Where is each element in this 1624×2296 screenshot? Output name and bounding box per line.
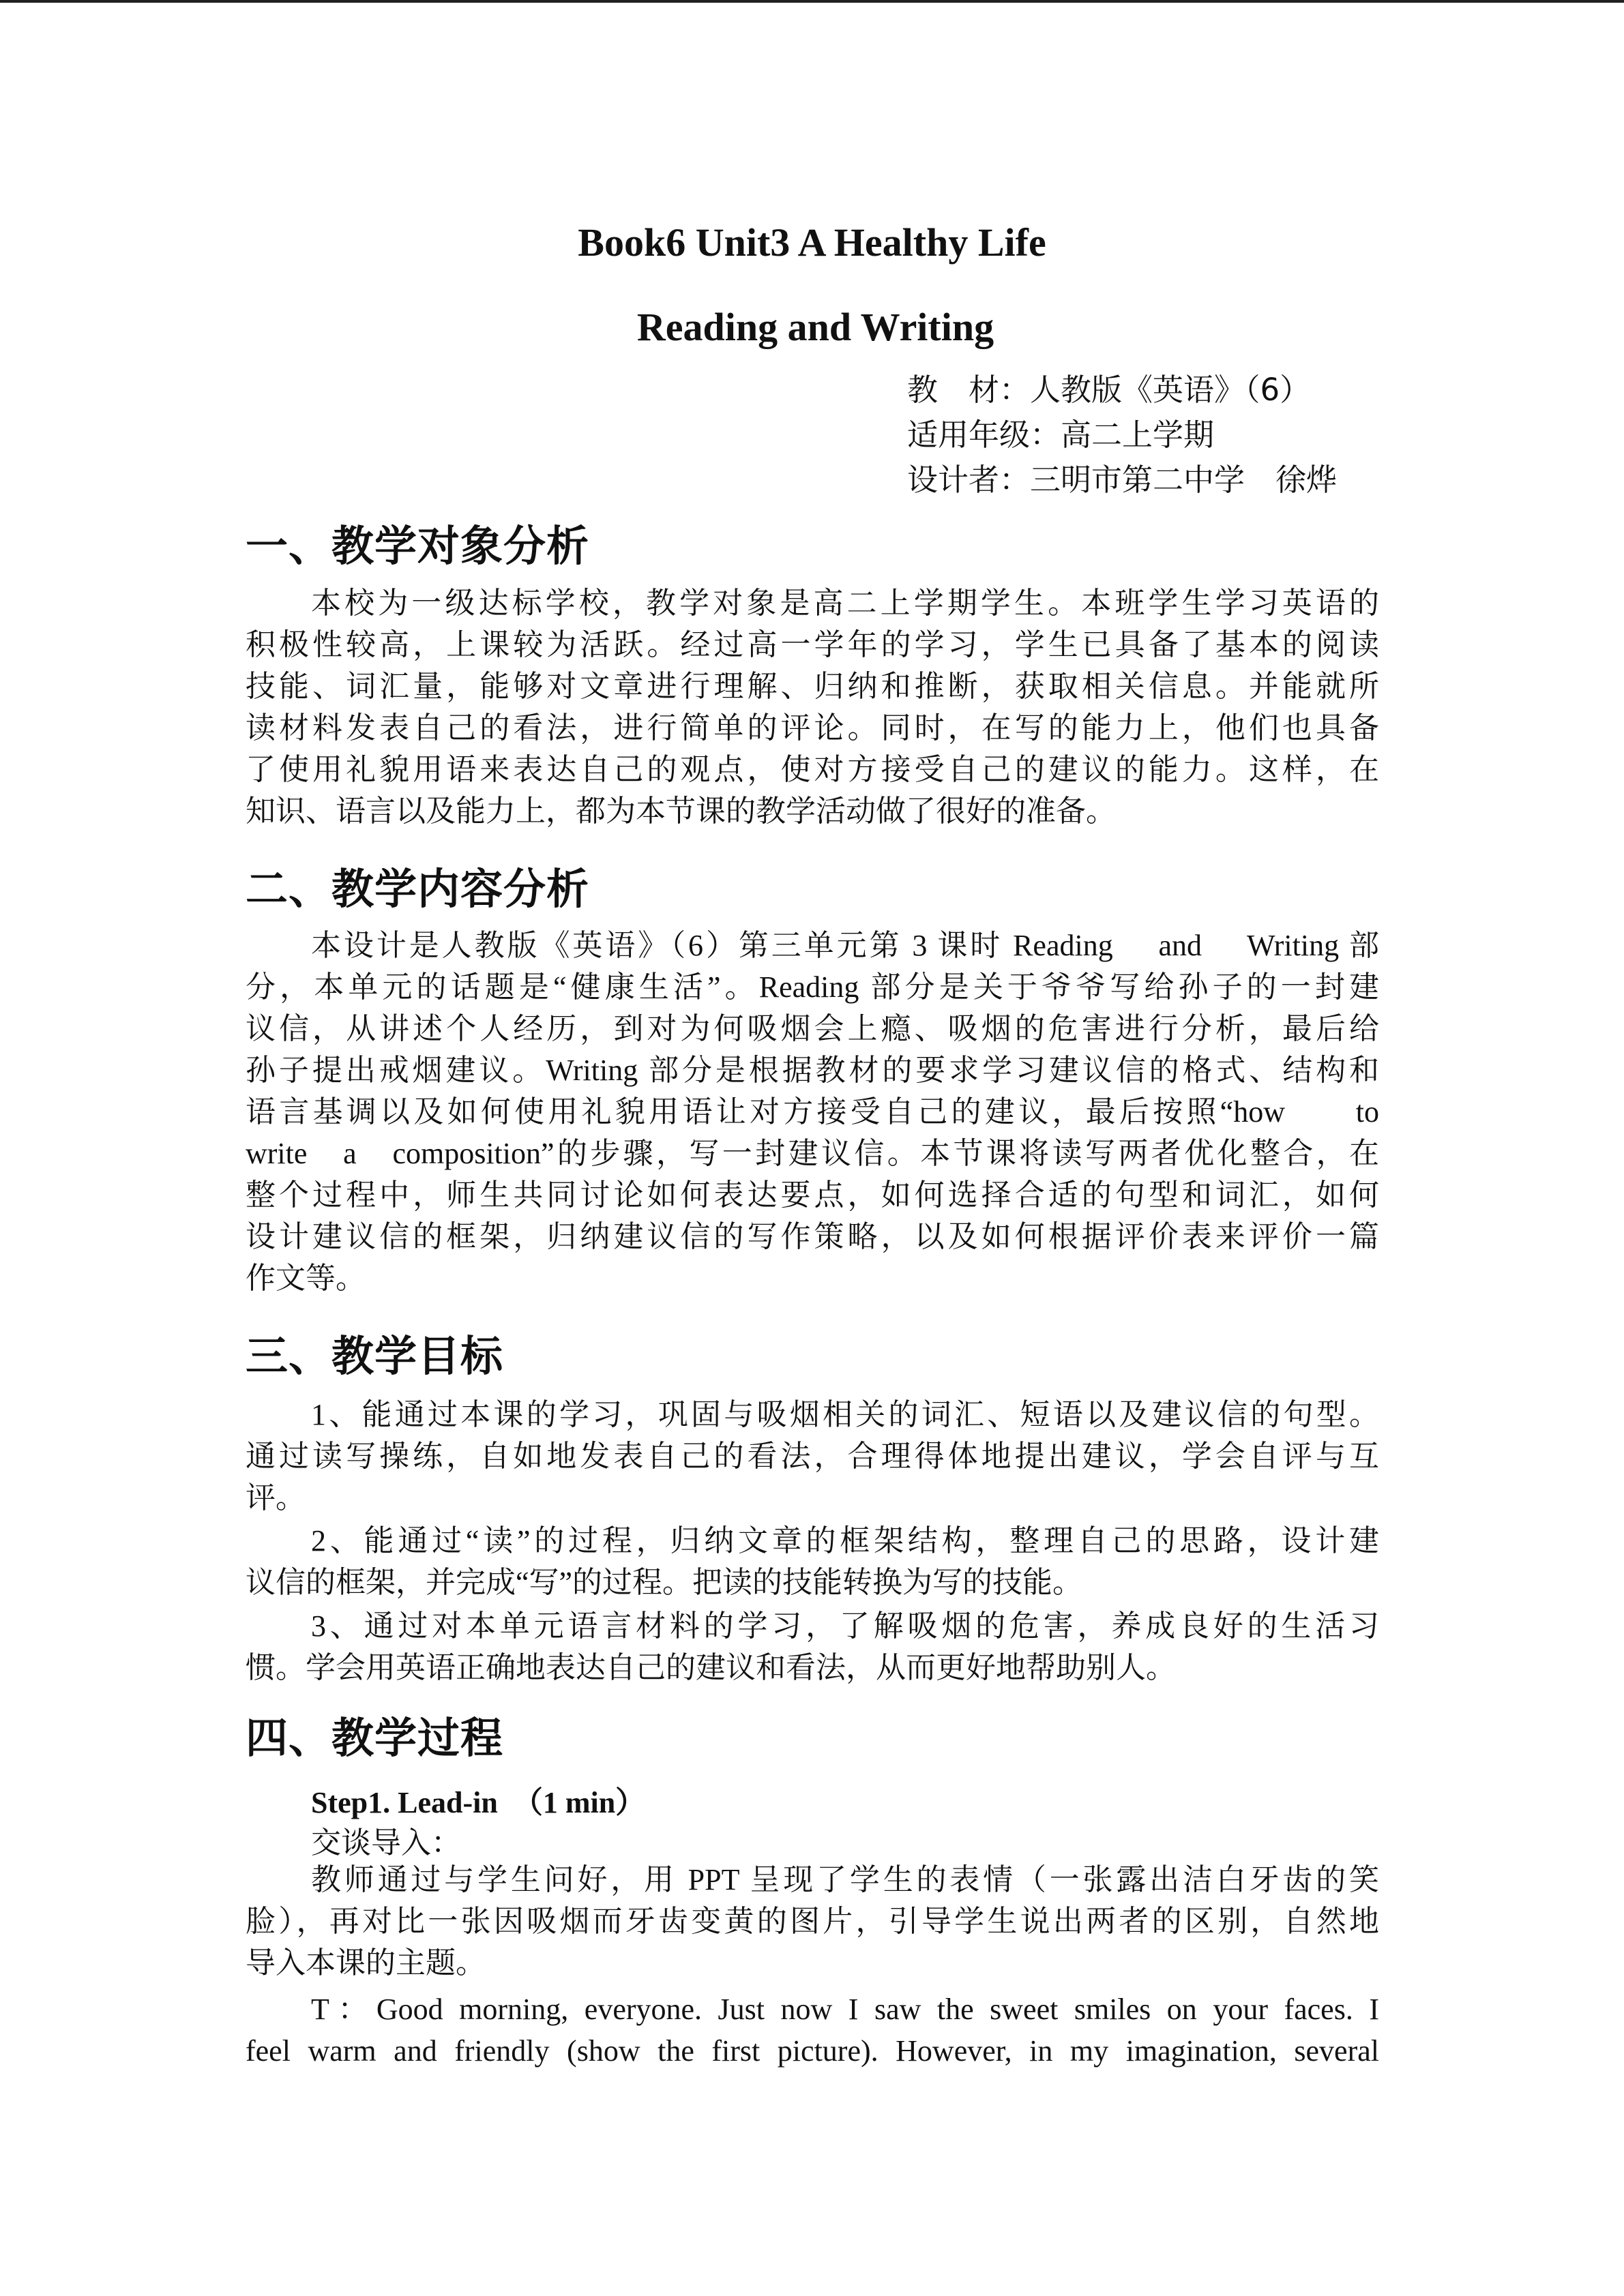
- text-line: 导入本课的主题。: [246, 1946, 486, 1980]
- goal-3-paragraph: [246, 1605, 1379, 1688]
- text-line: 本设计是人教版《英语》（6）第三单元第 3 课时 Reading and Writing 部: [311, 929, 1379, 962]
- section-heading-content-analysis: 二、教学内容分析: [246, 864, 590, 914]
- text-line: 知识、语言以及能力上，都为本节课的教学活动做了很好的准备。: [246, 794, 1116, 828]
- goal-1-paragraph: [246, 1394, 1379, 1519]
- meta-designer: 设计者：三明市第二中学 徐烨: [907, 462, 1338, 498]
- text-line: feel warm and friendly (show the first picture). However, in my imagination, several: [246, 2034, 1379, 2068]
- text-line: 评。: [246, 1481, 306, 1515]
- text-line: 积极性较高，上课较为活跃。经过高一学年的学习，学生已具备了基本的阅读: [246, 628, 1379, 661]
- step-1-description: [246, 1859, 1379, 1984]
- meta-textbook: 教 材：人教版《英语》（6）: [907, 372, 1311, 408]
- text-line: 3、通过对本单元语言材料的学习，了解吸烟的危害，养成良好的生活习: [311, 1609, 1379, 1643]
- step-1-heading: Step1. Lead-in （1 min）: [311, 1786, 646, 1819]
- text-line: 教师通过与学生问好，用 PPT 呈现了学生的表情（一张露出洁白牙齿的笑: [311, 1863, 1379, 1896]
- text-line: 议信，从讲述个人经历，到对为何吸烟会上瘾、吸烟的危害进行分析，最后给: [246, 1012, 1379, 1045]
- meta-grade: 适用年级：高二上学期: [907, 417, 1215, 453]
- text-line: 作文等。: [246, 1262, 366, 1295]
- content-analysis-paragraph: [246, 925, 1379, 1299]
- text-line: 技能、词汇量，能够对文章进行理解、归纳和推断，获取相关信息。并能就所: [246, 670, 1379, 703]
- goal-2-paragraph: [246, 1520, 1379, 1603]
- text-line: 读材料发表自己的看法，进行简单的评论。同时，在写的能力上，他们也具备: [246, 711, 1379, 745]
- section-heading-learner-analysis: 一、教学对象分析: [246, 521, 590, 571]
- text-line: 2、能通过“读”的过程，归纳文章的框架结构，整理自己的思路，设计建: [311, 1524, 1379, 1557]
- text-line: 议信的框架，并完成“写”的过程。把读的技能转换为写的技能。: [246, 1566, 1083, 1599]
- text-line: 设计建议信的框架，归纳建议信的写作策略，以及如何根据评价表来评价一篇: [246, 1220, 1379, 1253]
- text-line: write a composition”的步骤，写一封建议信。本节课将读写两者优化整合，在: [246, 1137, 1379, 1170]
- text-line: 分，本单元的话题是“健康生活”。Reading 部分是关于爷爷写给孙子的一封建: [246, 970, 1379, 1004]
- section-heading-teaching-process: 四、教学过程: [246, 1713, 504, 1763]
- document-subtitle: Reading and Writing: [636, 305, 994, 349]
- learner-analysis-paragraph: [246, 582, 1379, 832]
- text-line: 本校为一级达标学校，教学对象是高二上学期学生。本班学生学习英语的: [311, 586, 1379, 620]
- text-line: 语言基调以及如何使用礼貌用语让对方接受自己的建议，最后按照“how to: [246, 1095, 1379, 1129]
- text-line: 了使用礼貌用语来表达自己的观点，使对方接受自己的建议的能力。这样，在: [246, 753, 1379, 786]
- text-line: 惯。学会用英语正确地表达自己的建议和看法，从而更好地帮助别人。: [246, 1651, 1176, 1684]
- text-line: 通过读写操练，自如地发表自己的看法，合理得体地提出建议，学会自评与互: [246, 1440, 1379, 1473]
- text-line: T：Good morning, everyone. Just now I saw the sweet smiles on your faces. I: [311, 1993, 1379, 2026]
- document-title: Book6 Unit3 A Healthy Life: [578, 220, 1046, 265]
- text-line: 脸），再对比一张因吸烟而牙齿变黄的图片，引导学生说出两者的区别，自然地: [246, 1905, 1379, 1938]
- text-line: 整个过程中，师生共同讨论如何表达要点，如何选择合适的句型和词汇，如何: [246, 1178, 1379, 1212]
- text-line: 1、能通过本课的学习，巩固与吸烟相关的词汇、短语以及建议信的句型。: [311, 1398, 1379, 1431]
- text-line: 孙子提出戒烟建议。Writing 部分是根据教材的要求学习建议信的格式、结构和: [246, 1054, 1379, 1087]
- step-1-intro: 交谈导入：: [311, 1826, 461, 1860]
- lesson-meta: [907, 368, 1337, 503]
- section-heading-teaching-goals: 三、教学目标: [246, 1331, 504, 1381]
- step-1-dialogue: [246, 1988, 1379, 2072]
